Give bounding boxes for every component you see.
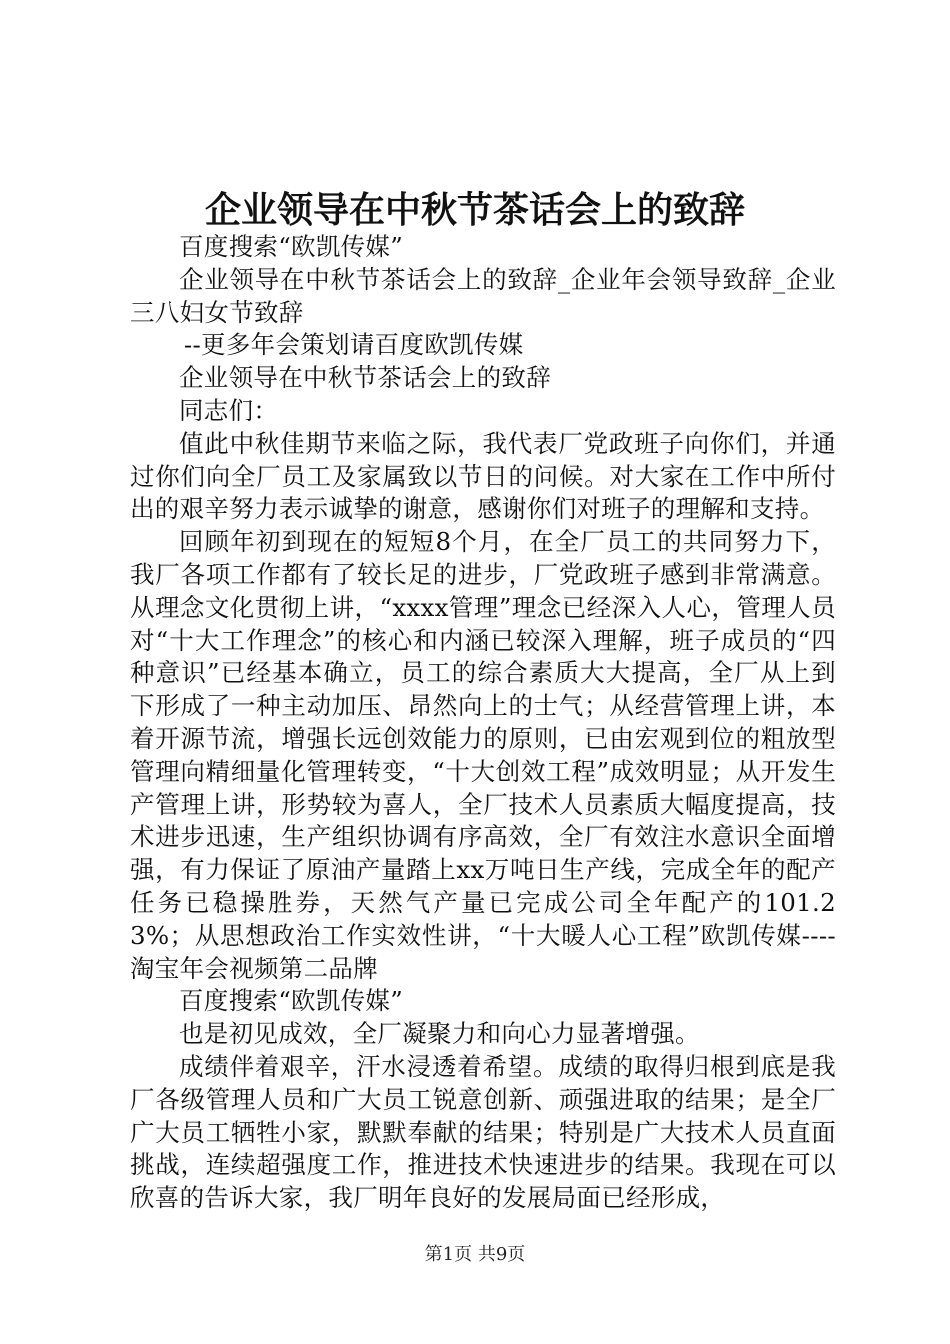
- paragraph-greeting: 值此中秋佳期节来临之际，我代表厂党政班子向你们，并通过你们向全厂员工及家属致以节日的问候。对大家在工作中所付出的艰辛努力表示诚挚的谢意，感谢你们对班子的理解和支持。: [130, 428, 836, 524]
- paragraph-salutation: 同志们：: [179, 395, 279, 425]
- page-footer: 第1页 共9页: [424, 1244, 526, 1265]
- paragraph-cohesion: 也是初见成效，全厂凝聚力和向心力显著增强。: [179, 1019, 700, 1049]
- paragraph-heading: 企业领导在中秋节茶话会上的致辞: [179, 363, 551, 393]
- paragraph-search-hint-2: 百度搜索“欧凯传媒”: [179, 986, 404, 1016]
- paragraph-subtitle: 企业领导在中秋节茶话会上的致辞_企业年会领导致辞_企业三八妇女节致辞: [130, 264, 836, 327]
- paragraph-search-hint: 百度搜索“欧凯传媒”: [179, 232, 404, 261]
- document-body: [130, 231, 836, 1215]
- paragraph-review: 回顾年初到现在的短短8个月，在全厂员工的共同努力下，我厂各项工作都有了较长足的进步，厂党政班子感到非常满意。从理念文化贯彻上讲，“xxxx管理”理念已经深入人心，管理人员对“十大工作理念”的核心和内涵已较深入理解，班子成员的“四种意识”已经基本确立，员工的综合素质大大提高，全厂从上到下形成了一种主动加压、昂然向上的士气；从经营管理上讲，本着开源节流，增强长远创效能力的原则，已由宏观到位的粗放型管理向精细量化管理转变，“十大创效工程”成效明显；从开发生产管理上讲，形势较为喜人，全厂技术人员素质大幅度提高，技术进步迅速，生产组织协调有序高效，全厂有效注水意识全面增强，有力保证了原油产量踏上xx万吨日生产线，完成全年的配产任务已稳操胜券，天然气产量已完成公司全年配产的101.23%；从思想政治工作实效性讲，“十大暖人心工程”欧凯传媒----淘宝年会视频第二品牌: [130, 527, 836, 983]
- paragraph-achievements: 成绩伴着艰辛，汗水浸透着希望。成绩的取得归根到底是我厂各级管理人员和广大员工锐意创新、顽强进取的结果；是全厂广大员工牺牲小家，默默奉献的结果；特别是广大技术人员直面挑战，连续超强度工作，推进技术快速进步的结果。我现在可以欣喜的告诉大家，我厂明年良好的发展局面已经形成，: [130, 1051, 836, 1213]
- paragraph-more-info: --更多年会策划请百度欧凯传媒: [183, 330, 524, 360]
- document-title: 企业领导在中秋节茶话会上的致辞: [204, 189, 745, 231]
